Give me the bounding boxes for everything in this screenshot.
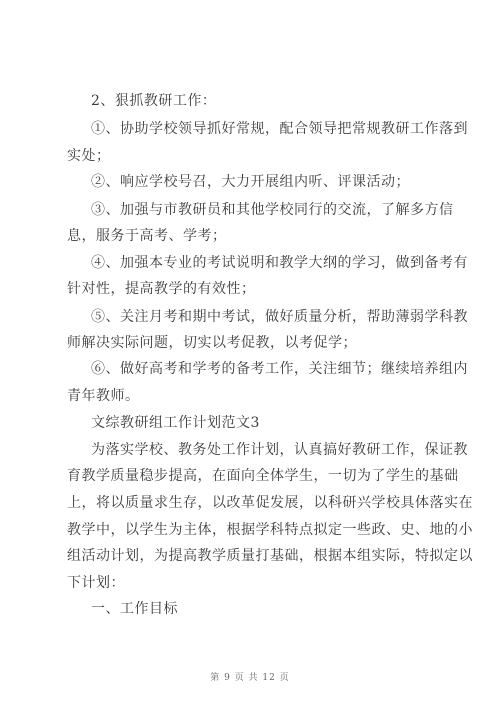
paragraph-line: ⑥、做好高考和学考的备考工作，关注细节；继续培养组内 xyxy=(91,361,468,377)
paragraph-line: 教学中，以学生为主体，根据学科特点拟定一些政、史、地的小 xyxy=(67,522,473,538)
subsection-heading: 一、工作目标 xyxy=(91,601,178,617)
paragraph-line: 针对性，提高教学的有效性； xyxy=(67,281,256,297)
paragraph-line: ④、加强本专业的考试说明和教学大纲的学习，做到备考有 xyxy=(91,255,468,271)
section-heading-2: 2、狠抓教研工作： xyxy=(91,93,217,109)
paragraph-line: ③、加强与市教研员和其他学校同行的交流，了解多方信 xyxy=(91,202,454,218)
page-footer: 第 9 页 共 12 页 xyxy=(210,673,290,683)
section-title: 文综教研组工作计划范文3 xyxy=(91,415,260,431)
paragraph-line: 青年教师。 xyxy=(67,388,140,404)
paragraph-line: 下计划： xyxy=(67,575,125,591)
paragraph-line: 息，服务于高考、学考； xyxy=(67,228,227,244)
paragraph-line: 组活动计划，为提高教学质量打基础，根据本组实际，特拟定以 xyxy=(67,548,473,564)
paragraph-line: ②、响应学校号召，大力开展组内听、评课活动； xyxy=(91,174,410,190)
paragraph-line: ①、协助学校领导抓好常规，配合领导把常规教研工作落到 xyxy=(91,121,468,137)
paragraph-line: 上，将以质量求生存，以改革促发展，以科研兴学校具体落实在 xyxy=(67,495,473,511)
paragraph-line: 育教学质量稳步提高，在面向全体学生，一切为了学生的基础 xyxy=(67,468,459,484)
paragraph-line: 师解决实际问题，切实以考促教，以考促学； xyxy=(67,335,357,351)
paragraph-line: ⑤、关注月考和期中考试，做好质量分析，帮助薄弱学科教 xyxy=(91,309,468,325)
paragraph-line: 为落实学校、教务处工作计划，认真搞好教研工作，保证教 xyxy=(91,442,468,458)
paragraph-line: 实处； xyxy=(67,148,111,164)
